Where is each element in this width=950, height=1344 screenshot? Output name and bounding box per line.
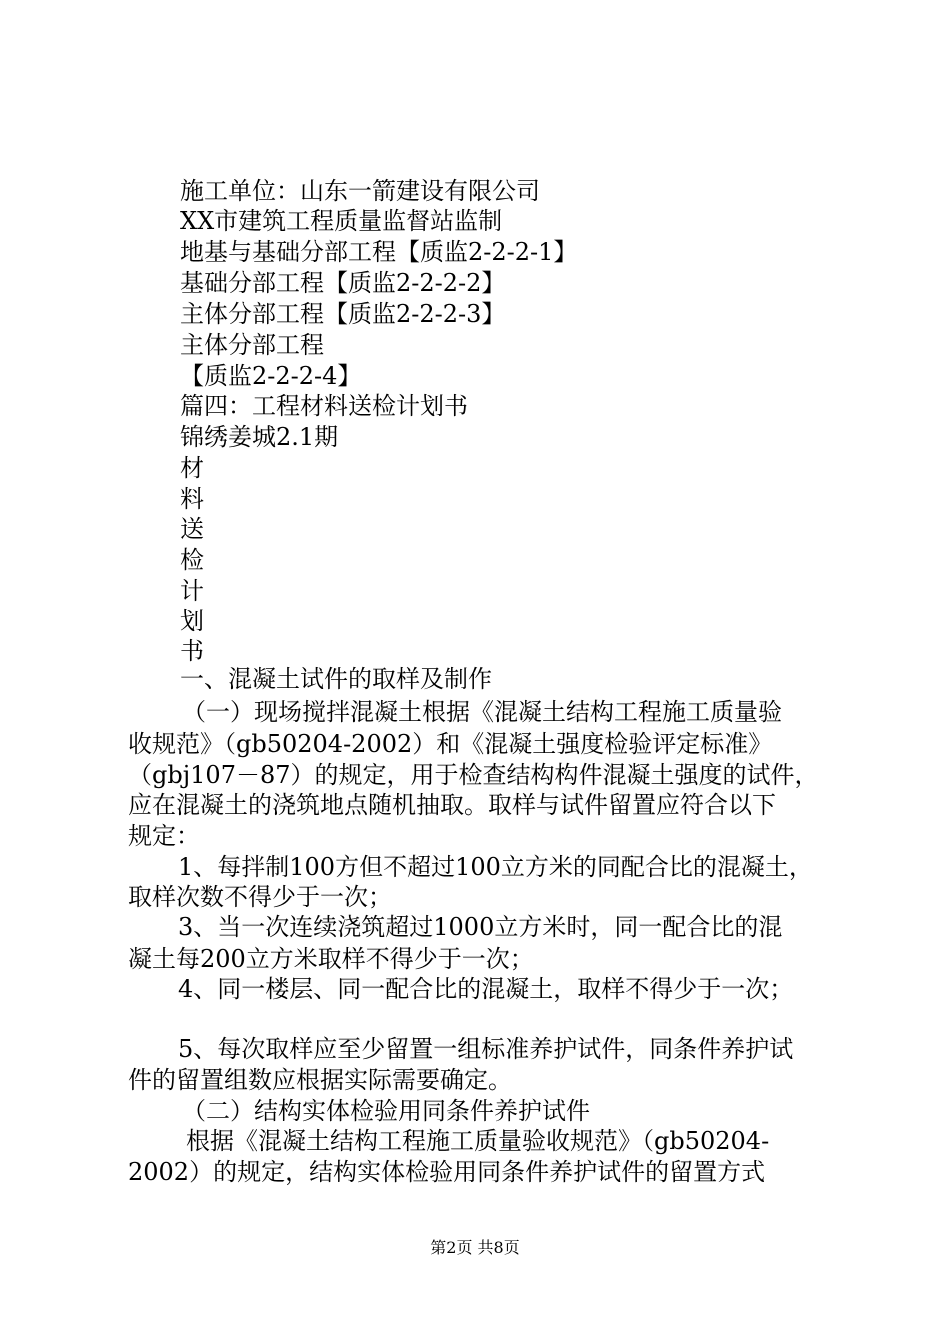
paragraph-line: 5、每次取样应至少留置一组标准养护试件，同条件养护试 bbox=[178, 1035, 794, 1063]
vertical-title-char: 料 bbox=[180, 485, 204, 513]
paragraph-line: 1、每拌制100方但不超过100立方米的同配合比的混凝土， bbox=[178, 853, 813, 881]
subsection-heading: （二）结构实体检验用同条件养护试件 bbox=[182, 1097, 590, 1125]
page-footer: 第2页 共8页 bbox=[430, 1238, 520, 1257]
paragraph-line: （一）现场搅拌混凝土根据《混凝土结构工程施工质量验 bbox=[182, 698, 782, 726]
section-heading: 篇四：工程材料送检计划书 bbox=[180, 392, 468, 420]
text-line: 地基与基础分部工程【质监2-2-2-1】 bbox=[180, 238, 578, 266]
paragraph-line: 件的留置组数应根据实际需要确定。 bbox=[128, 1066, 512, 1094]
text-line: 主体分部工程 bbox=[180, 331, 324, 359]
text-line: 施工单位：山东一箭建设有限公司 bbox=[180, 177, 540, 205]
paragraph-line: 取样次数不得少于一次； bbox=[128, 883, 392, 911]
vertical-title-char: 划 bbox=[180, 607, 204, 635]
vertical-title-char: 材 bbox=[180, 454, 204, 482]
vertical-title-char: 送 bbox=[180, 515, 204, 543]
paragraph-line: 3、当一次连续浇筑超过1000立方米时，同一配合比的混 bbox=[178, 913, 783, 941]
text-line: 基础分部工程【质监2-2-2-2】 bbox=[180, 269, 506, 297]
vertical-title-char: 计 bbox=[180, 577, 204, 605]
paragraph-line: 2002）的规定，结构实体检验用同条件养护试件的留置方式 bbox=[128, 1158, 766, 1186]
vertical-title-char: 书 bbox=[180, 637, 204, 665]
text-line: 锦绣姜城2.1期 bbox=[180, 423, 339, 451]
text-line: XX市建筑工程质量监督站监制 bbox=[180, 207, 503, 235]
section-heading: 一、混凝土试件的取样及制作 bbox=[180, 665, 492, 693]
paragraph-line: 应在混凝土的浇筑地点随机抽取。取样与试件留置应符合以下 bbox=[128, 791, 776, 819]
text-line: 【质监2-2-2-4】 bbox=[180, 362, 362, 390]
paragraph-line: （gbj107－87）的规定，用于检查结构构件混凝土强度的试件， bbox=[128, 761, 819, 789]
paragraph-line: 根据《混凝土结构工程施工质量验收规范》（gb50204- bbox=[186, 1127, 770, 1155]
paragraph-line: 规定： bbox=[128, 822, 200, 850]
vertical-title-char: 检 bbox=[180, 546, 204, 574]
paragraph-line: 凝土每200立方米取样不得少于一次； bbox=[128, 945, 534, 973]
paragraph-line: 收规范》（gb50204-2002）和《混凝土强度检验评定标准》 bbox=[128, 730, 773, 758]
text-line: 主体分部工程【质监2-2-2-3】 bbox=[180, 300, 506, 328]
paragraph-line: 4、同一楼层、同一配合比的混凝土，取样不得少于一次； bbox=[178, 975, 794, 1003]
